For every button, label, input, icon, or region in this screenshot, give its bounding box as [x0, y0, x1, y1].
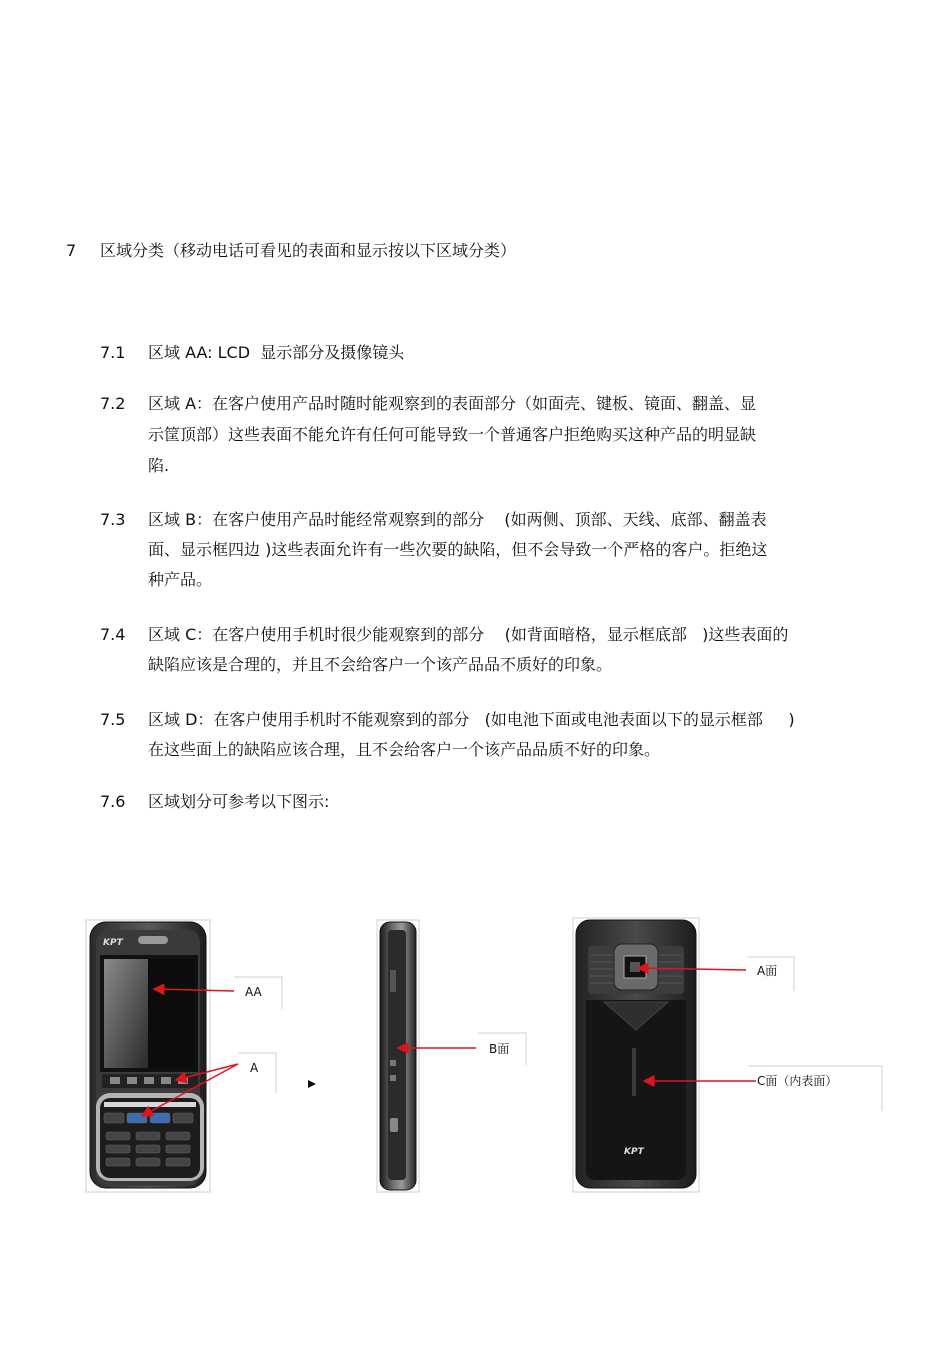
- item-number: 7.4: [100, 625, 126, 644]
- label-a-back: A面: [757, 964, 778, 978]
- item-text-line: 面、显示框四边 )这些表面允许有一些次要的缺陷，但不会导致一个严格的客户。拒绝这: [148, 540, 768, 559]
- item-text-line: 在这些面上的缺陷应该合理，且不会给客户一个该产品品质不好的印象。: [148, 740, 661, 759]
- item-text-line: 区域 D：在客户使用手机时不能观察到的部分 (如电池下面或电池表面以下的显示框部 ): [148, 710, 795, 729]
- item-number: 7.2: [100, 394, 126, 413]
- item-number: 7.3: [100, 510, 126, 529]
- label-aa: AA: [245, 985, 262, 999]
- item-text-line: 区域 AA: LCD 显示部分及摄像镜头: [148, 343, 405, 362]
- phone-front-illustration: [86, 920, 210, 1192]
- section-number: 7: [66, 241, 77, 260]
- item-text-line: 区域 B：在客户使用产品时能经常观察到的部分 (如两侧、顶部、天线、底部、翻盖表: [148, 510, 767, 529]
- label-b: B面: [489, 1042, 510, 1056]
- item-text-line: 陷.: [148, 456, 170, 475]
- brand-logo: KPT: [624, 1147, 644, 1157]
- item-text-line: 示筐顶部）这些表面不能允许有任何可能导致一个普通客户拒绝购买这种产品的明显缺: [148, 425, 757, 444]
- brand-logo: KPT: [103, 938, 123, 948]
- item-text-line: 种产品。: [148, 570, 213, 589]
- item-text-line: 区域 C：在客户使用手机时很少能观察到的部分 (如背面暗格，显示框底部 )这些表面的: [148, 625, 789, 644]
- item-number: 7.5: [100, 710, 126, 729]
- phone-side-illustration: [377, 920, 419, 1192]
- item-number: 7.6: [100, 792, 126, 811]
- item-number: 7.1: [100, 343, 126, 362]
- label-a: A: [250, 1061, 259, 1075]
- item-text-line: 区域划分可参考以下图示:: [148, 792, 330, 811]
- item-text-line: 缺陷应该是合理的，并且不会给客户一个该产品品不质好的印象。: [148, 655, 613, 674]
- label-c: C面（内表面）: [757, 1074, 838, 1088]
- section-title: 区域分类（移动电话可看见的表面和显示按以下区域分类）: [100, 241, 517, 260]
- small-pointer-icon: [308, 1080, 316, 1088]
- item-text-line: 区域 A：在客户使用产品时随时能观察到的表面部分（如面壳、键板、镜面、翻盖、显: [148, 394, 757, 413]
- phone-back-illustration: [573, 918, 699, 1192]
